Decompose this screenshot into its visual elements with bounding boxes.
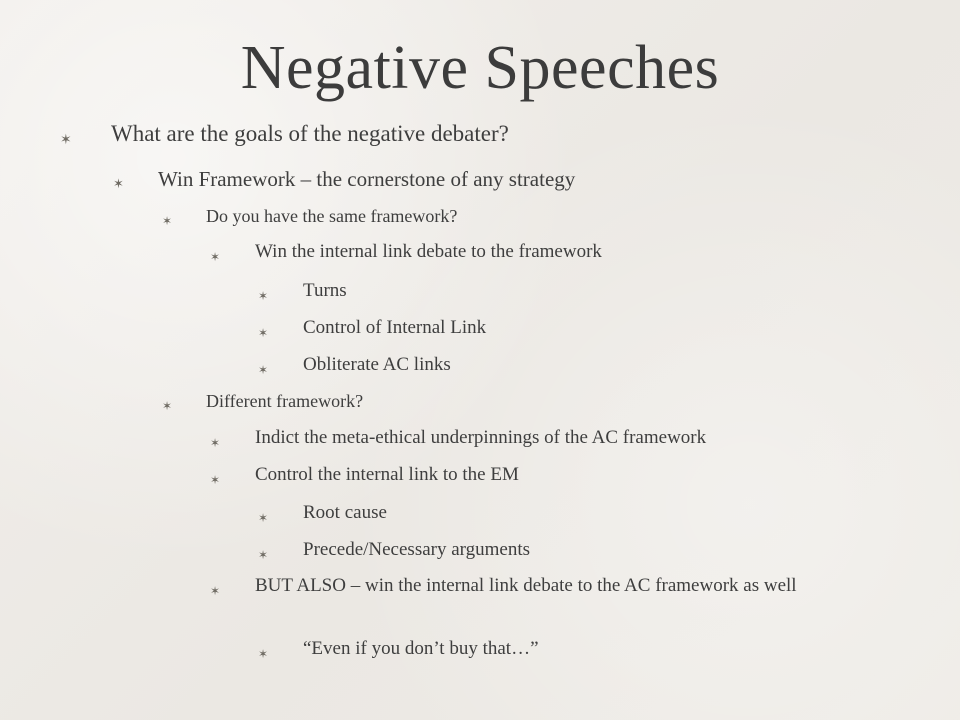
bullet-text: Turns bbox=[303, 280, 347, 301]
bullet-text: What are the goals of the negative debater? bbox=[111, 121, 509, 146]
star-bullet-icon: ✶ bbox=[210, 250, 221, 264]
star-bullet-icon: ✶ bbox=[258, 511, 269, 525]
bullet-text: Precede/Necessary arguments bbox=[303, 539, 531, 560]
bullet-text: “Even if you don’t buy that…” bbox=[303, 638, 539, 659]
bullet-item bbox=[258, 353, 451, 377]
bullet-text: BUT ALSO – win the internal link debate to the AC framework as well bbox=[255, 575, 797, 596]
bullet-item bbox=[258, 501, 387, 525]
star-bullet-icon: ✶ bbox=[258, 326, 269, 340]
bullet-item bbox=[258, 637, 539, 661]
bullet-text: Control the internal link to the EM bbox=[255, 464, 519, 485]
bullet-text: Win the internal link debate to the framework bbox=[255, 241, 602, 262]
bullet-text: Root cause bbox=[303, 502, 387, 523]
star-bullet-icon: ✶ bbox=[258, 363, 269, 377]
star-bullet-icon: ✶ bbox=[113, 177, 124, 192]
bullet-item bbox=[113, 166, 575, 192]
star-bullet-icon: ✶ bbox=[210, 473, 221, 487]
bullet-item bbox=[210, 463, 519, 487]
star-bullet-icon: ✶ bbox=[258, 548, 269, 562]
bullet-item bbox=[258, 279, 347, 303]
slide-title: Negative Speeches bbox=[240, 34, 720, 102]
bullet-text: Control of Internal Link bbox=[303, 317, 487, 338]
star-bullet-icon: ✶ bbox=[162, 214, 173, 228]
bullet-item bbox=[210, 574, 815, 598]
bullet-text: Obliterate AC links bbox=[303, 354, 451, 375]
bullet-item bbox=[162, 204, 457, 228]
bullet-item bbox=[210, 426, 706, 450]
bullet-text: Do you have the same framework? bbox=[206, 206, 458, 226]
bullet-item bbox=[162, 389, 363, 413]
star-bullet-icon: ✶ bbox=[162, 399, 173, 413]
bullet-text: Indict the meta-ethical underpinnings of the AC framework bbox=[255, 427, 707, 448]
star-bullet-icon: ✶ bbox=[258, 647, 269, 661]
bullet-item bbox=[210, 240, 602, 264]
star-bullet-icon: ✶ bbox=[60, 132, 72, 148]
star-bullet-icon: ✶ bbox=[258, 289, 269, 303]
star-bullet-icon: ✶ bbox=[210, 584, 221, 598]
bullet-item bbox=[258, 538, 530, 562]
bullet-text: Different framework? bbox=[206, 391, 364, 411]
bullet-text: Win Framework – the cornerstone of any strategy bbox=[158, 167, 576, 191]
bullet-item bbox=[60, 120, 509, 148]
star-bullet-icon: ✶ bbox=[210, 436, 221, 450]
bullet-item bbox=[258, 316, 486, 340]
